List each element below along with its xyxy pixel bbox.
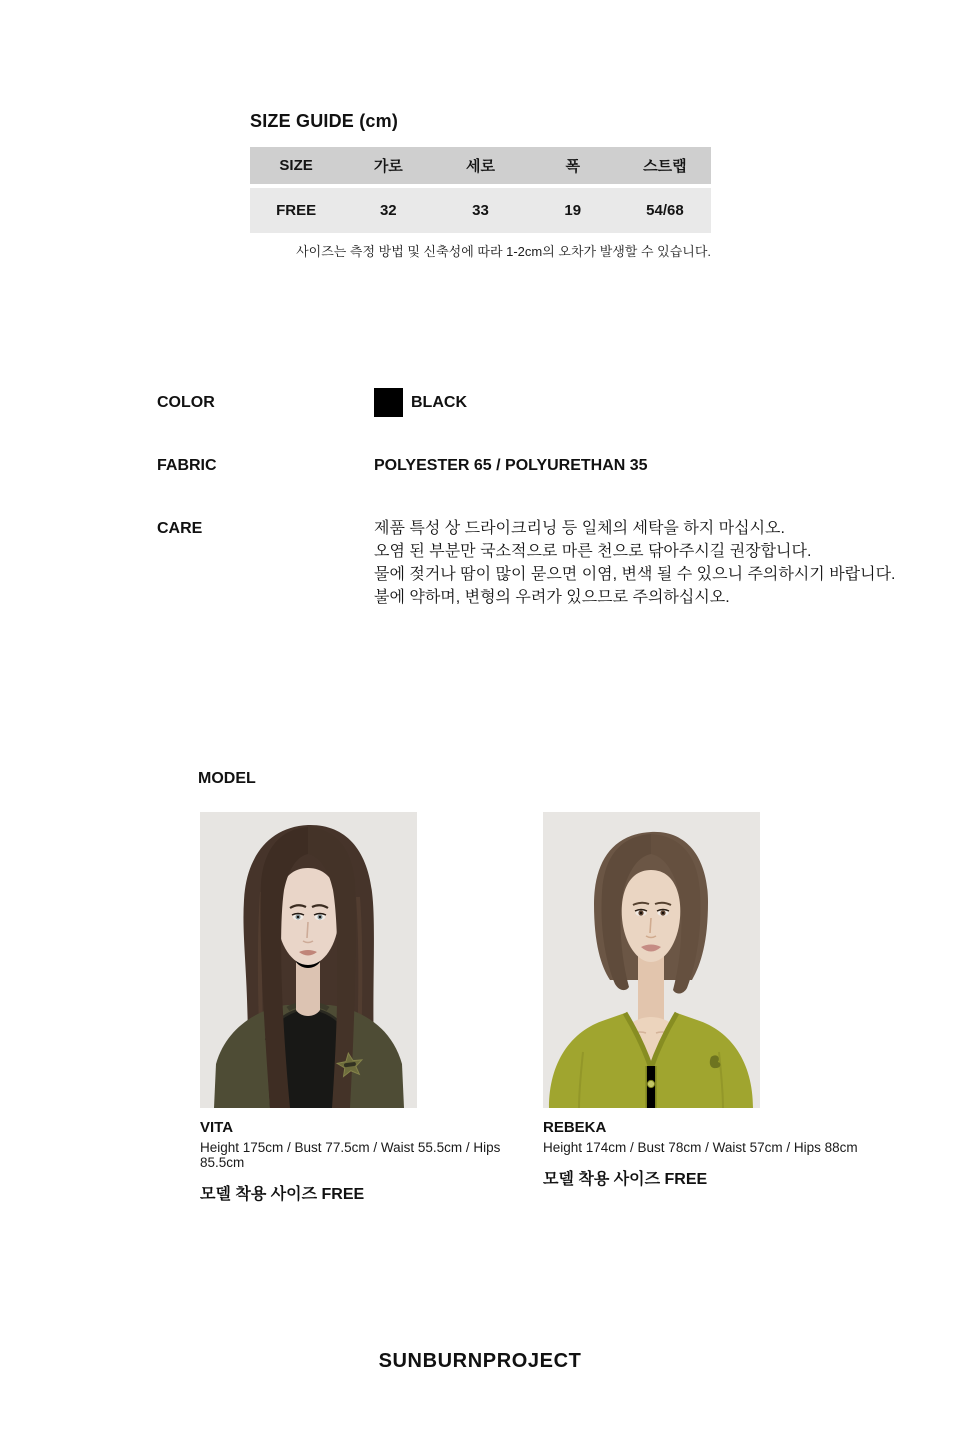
care-label: CARE [157,520,203,537]
size-col-size: SIZE [279,157,313,174]
model-photo-rebeka [543,812,760,1108]
size-col-length: 세로 [466,158,495,175]
model-size-worn: 모델 착용 사이즈 FREE [543,1171,708,1188]
size-guide-note: 사이즈는 측정 방법 및 신축성에 따라 1-2cm의 오차가 발생할 수 있습니다. [296,244,711,259]
size-table-header-row [250,147,711,184]
color-value: BLACK [411,394,467,411]
model-section-title: MODEL [198,770,256,787]
brand-footer: SUNBURNPROJECT [378,1350,582,1372]
model-name: VITA [200,1119,234,1136]
care-text [374,517,895,609]
size-col-depth: 폭 [565,158,580,175]
size-value-strap: 54/68 [646,202,684,219]
size-value-depth: 19 [564,202,582,219]
size-value-width: 32 [379,202,397,219]
model-stats: Height 174cm / Bust 78cm / Waist 57cm / Hips 88cm [543,1140,858,1155]
model-card-vita [200,812,530,1204]
care-line: 불에 약하며, 변형의 우려가 있으므로 주의하십시오. [374,589,730,606]
care-line: 제품 특성 상 드라이크리닝 등 일체의 세탁을 하지 마십시오. [374,520,785,537]
size-value-size: FREE [276,202,317,219]
model-name: REBEKA [543,1119,607,1136]
fabric-label: FABRIC [157,457,217,474]
fabric-value: POLYESTER 65 / POLYURETHAN 35 [374,457,648,474]
size-value-length: 33 [472,202,489,219]
care-line: 오염 된 부분만 국소적으로 마른 천으로 닦아주시길 권장합니다. [374,543,812,560]
model-stats: Height 175cm / Bust 77.5cm / Waist 55.5cm / Hips 85.5cm [200,1140,501,1170]
care-line: 물에 젖거나 땀이 많이 묻으면 이염, 변색 될 수 있으니 주의하시기 바랍니다. [374,566,896,583]
model-photo-vita [200,812,417,1108]
color-label: COLOR [157,394,215,411]
size-table-data-row [250,188,711,233]
size-col-strap: 스트랩 [643,158,687,175]
model-card-rebeka [543,812,873,1189]
size-col-width: 가로 [373,158,403,175]
size-guide-title: SIZE GUIDE (cm) [250,111,399,131]
model-size-worn: 모델 착용 사이즈 FREE [200,1186,365,1203]
size-guide-table [250,147,711,233]
color-swatch [374,388,403,417]
